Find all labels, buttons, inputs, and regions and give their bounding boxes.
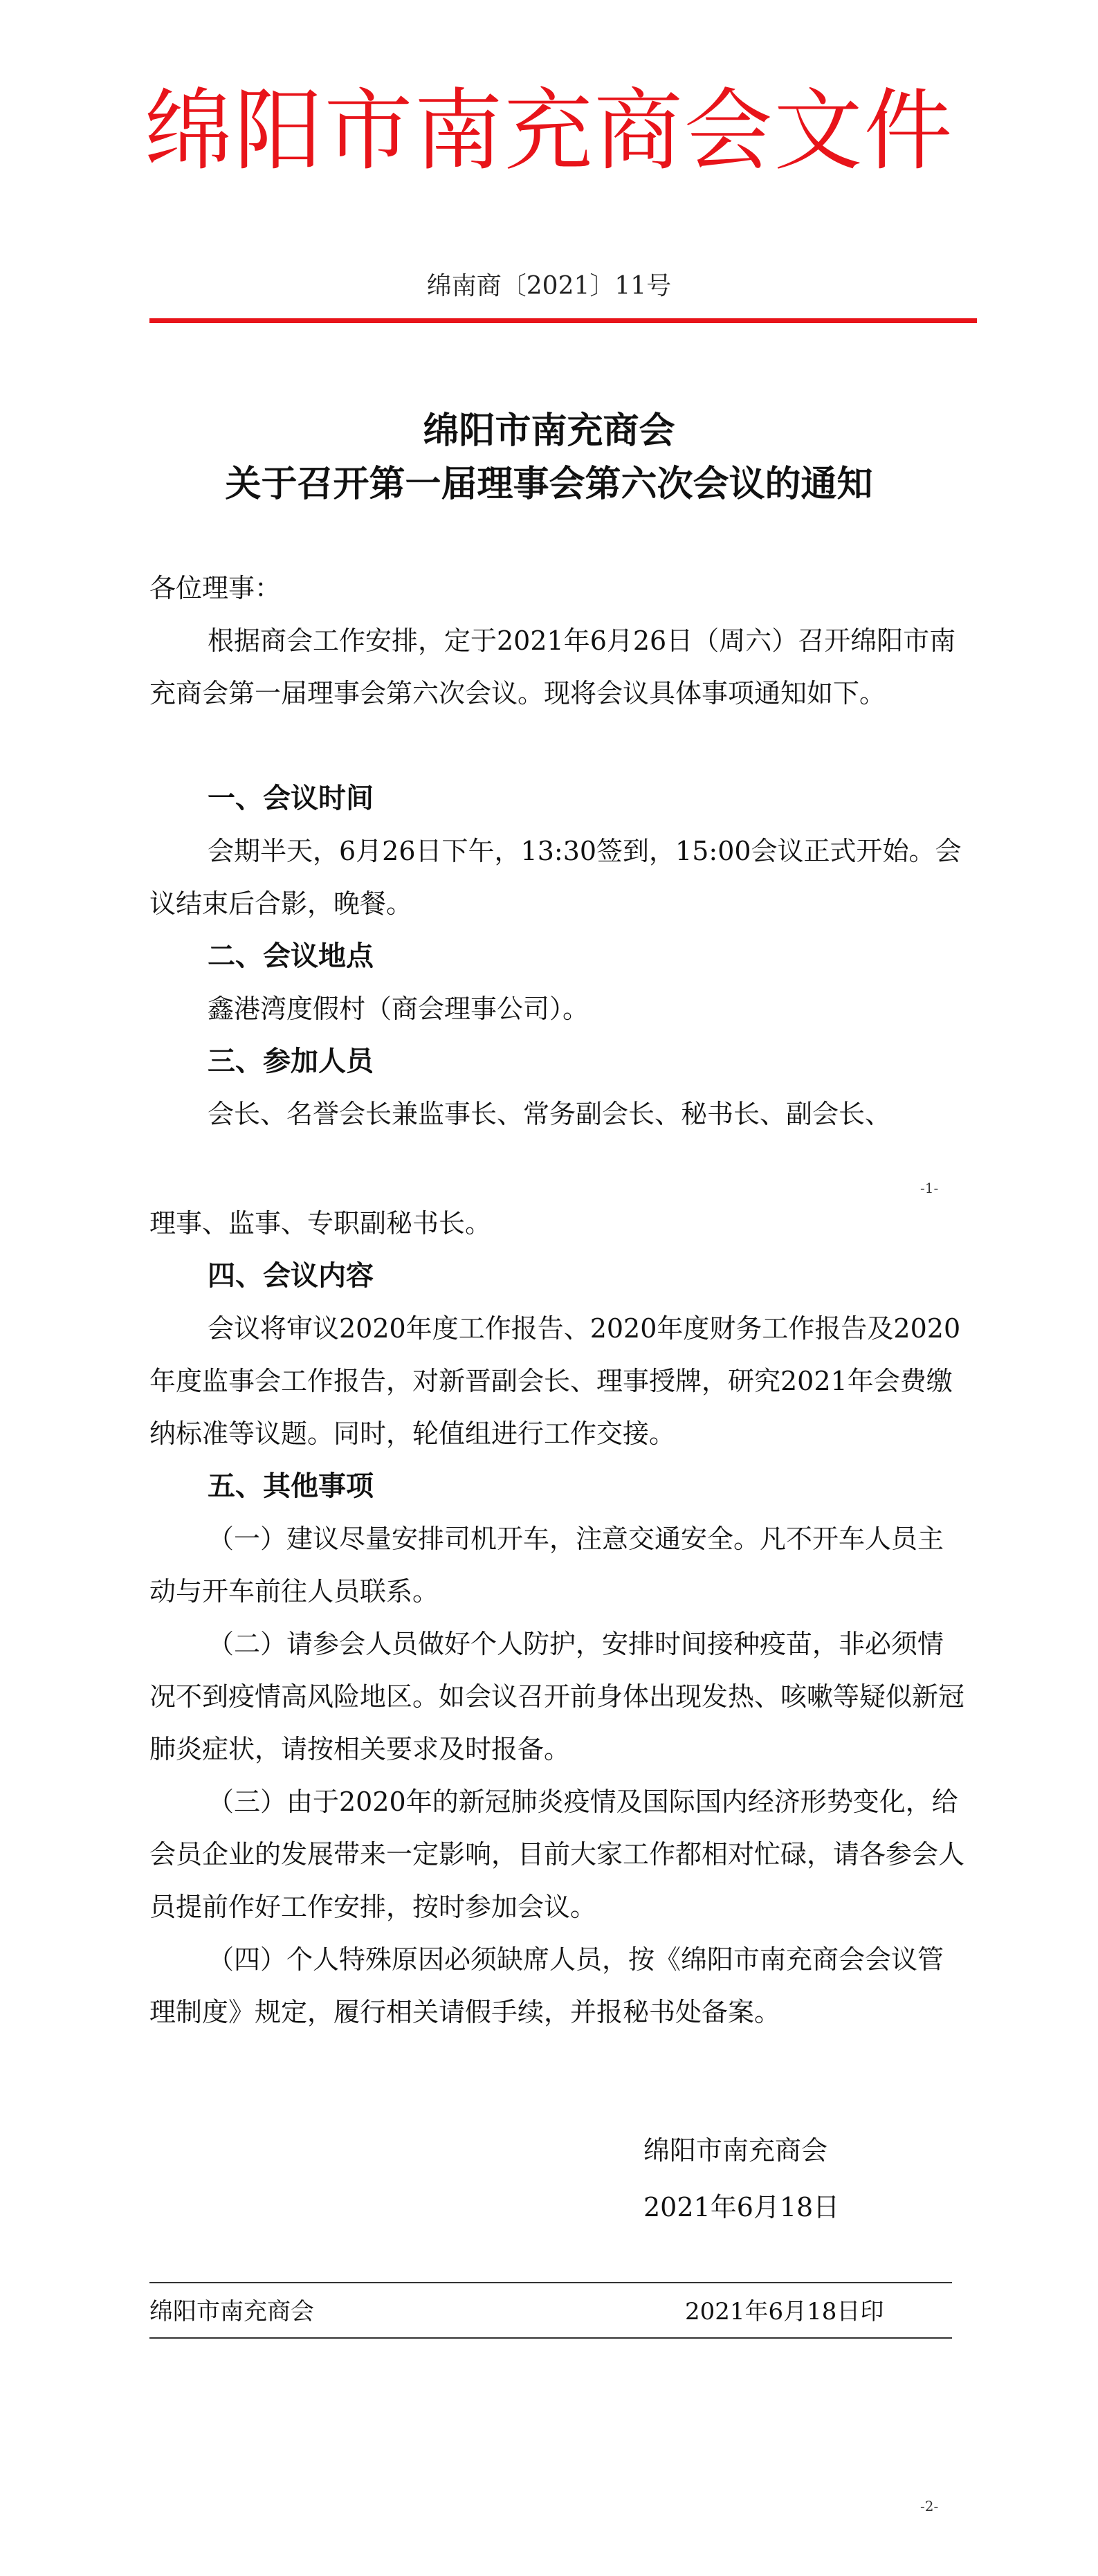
footer-top-rule (149, 2282, 952, 2283)
signature-date: 2021年6月18日 (643, 2192, 840, 2222)
section-content-body: 会议将审议2020年度工作报告、2020年度财务工作报告及2020年度监事会工作报告，对新晋副会长、理事授牌，研究2021年会费缴纳标准等议题。同时，轮值组进行工作交接。 (149, 1313, 961, 1449)
other-item-4: （四）个人特殊原因必须缺席人员，按《绵阳市南充商会会议管理制度》规定，履行相关请假手续，并报秘书处备案。 (149, 1944, 944, 2027)
footer-org: 绵阳市南充商会 (149, 2298, 314, 2326)
section-attendees-body-page1: 会长、名誉会长兼监事长、常务副会长、秘书长、副会长、 (208, 1099, 892, 1129)
section-attendees-heading: 三、参加人员 (208, 1045, 374, 1077)
page-number-2: -2- (920, 2498, 939, 2514)
section-attendees-body-page2: 理事、监事、专职副秘书长。 (149, 1208, 492, 1239)
other-item-2: （二）请参会人员做好个人防护，安排时间接种疫苗，非必须情况不到疫情高风险地区。如会议召开前身体出现发热、咳嗽等疑似新冠肺炎症状，请按相关要求及时报备。 (149, 1629, 965, 1764)
section-time-body: 会期半天，6月26日下午，13:30签到，15:00会议正式开始。会议结束后合影，晚餐。 (149, 836, 962, 919)
footer-bottom-rule (149, 2337, 952, 2339)
section-place-body: 鑫港湾度假村（商会理事公司）。 (208, 994, 589, 1024)
other-item-3: （三）由于2020年的新冠肺炎疫情及国际国内经济形势变化，给会员企业的发展带来一定影响，目前大家工作都相对忙碌，请各参会人员提前作好工作安排，按时参加会议。 (149, 1787, 965, 1922)
notice-title-line1: 绵阳市南充商会 (423, 410, 675, 452)
document-masthead: 绵阳市南充商会文件 (144, 80, 954, 183)
page-number-1: -1- (920, 1180, 939, 1196)
document-number: 绵南商〔2021〕11号 (426, 272, 672, 300)
section-place-heading: 二、会议地点 (208, 940, 374, 972)
salutation: 各位理事： (149, 573, 282, 603)
other-item-1: （一）建议尽量安排司机开车，注意交通安全。凡不开车人员主动与开车前往人员联系。 (149, 1524, 944, 1607)
section-time-heading: 一、会议时间 (208, 783, 374, 814)
signature-org: 绵阳市南充商会 (643, 2135, 828, 2166)
intro-paragraph: 根据商会工作安排，定于2021年6月26日（周六）召开绵阳市南充商会第一届理事会第六次会议。现将会议具体事项通知如下。 (149, 625, 956, 709)
section-other-heading: 五、其他事项 (208, 1470, 374, 1502)
header-divider (149, 318, 977, 323)
section-content-heading: 四、会议内容 (208, 1260, 374, 1292)
footer-print-date: 2021年6月18日印 (685, 2298, 884, 2326)
notice-title-line2: 关于召开第一届理事会第六次会议的通知 (225, 464, 873, 505)
